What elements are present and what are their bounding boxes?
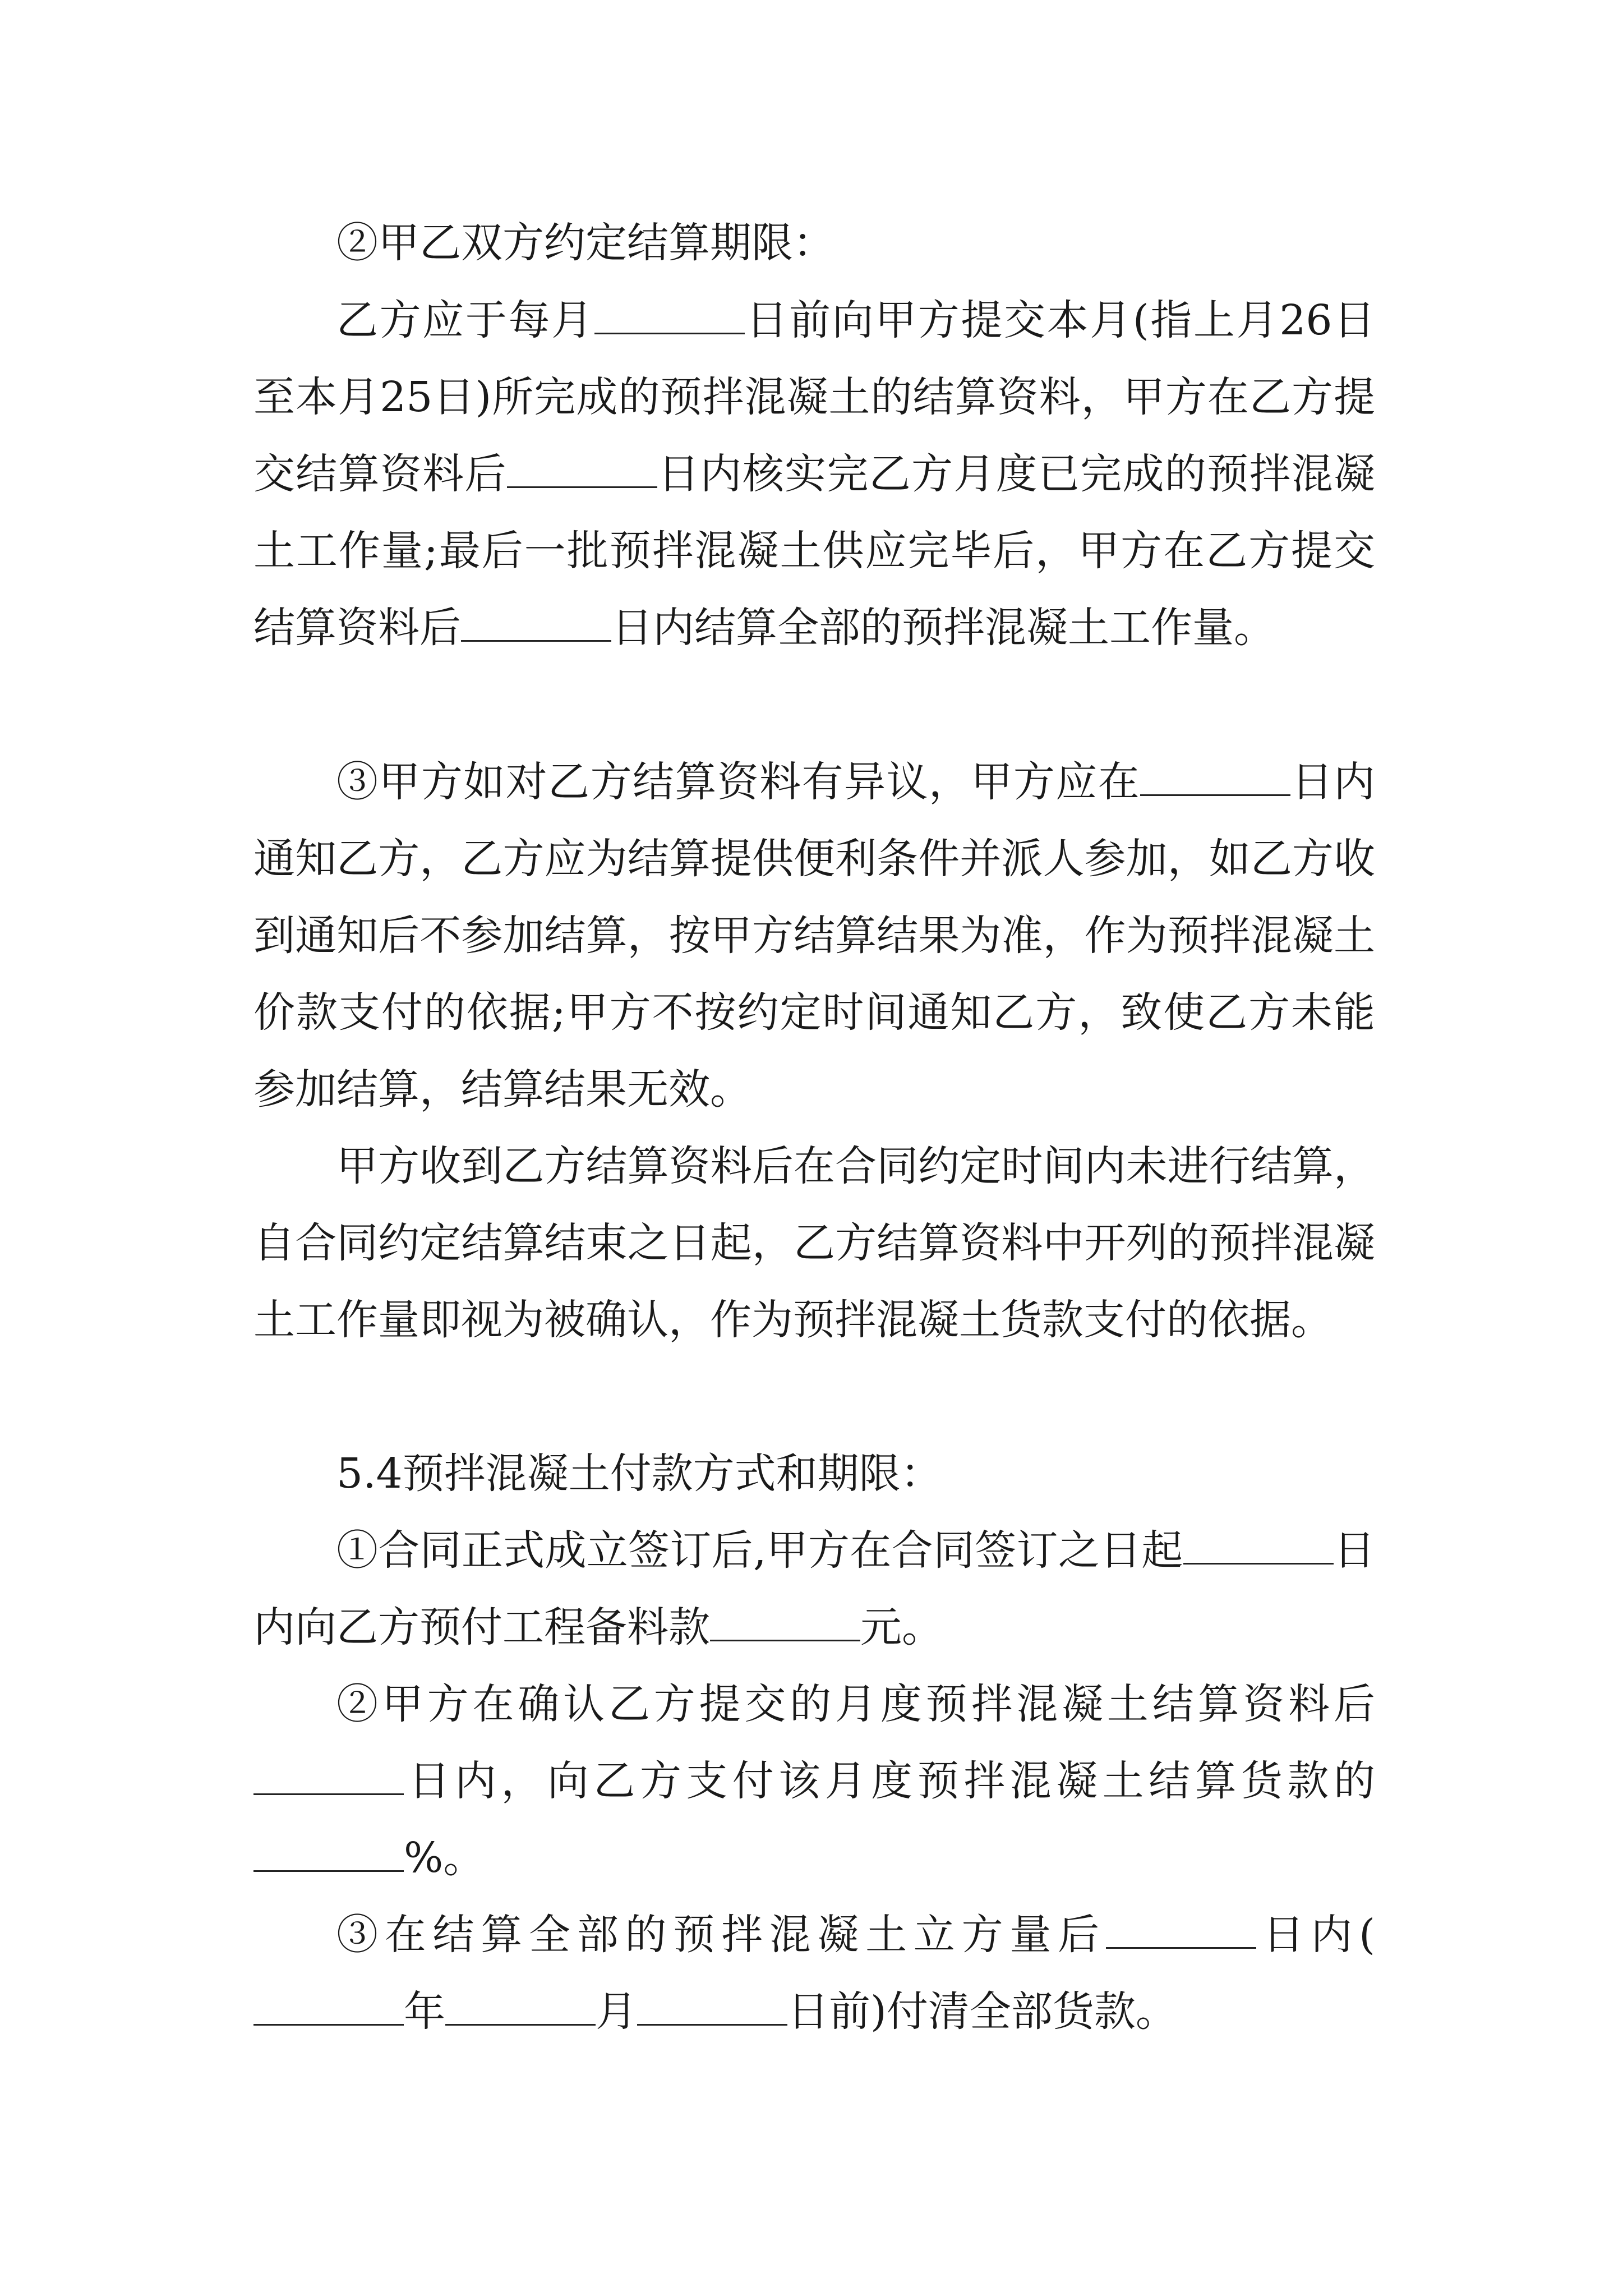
paragraph-settlement-objection (253, 744, 1375, 1128)
fill-in-blank[interactable] (1106, 1910, 1256, 1949)
fill-in-blank[interactable] (461, 602, 611, 642)
paragraph-final-payment (253, 1897, 1375, 2050)
fill-in-blank[interactable] (253, 1833, 404, 1872)
paragraph-settlement-submission (253, 282, 1375, 666)
fill-in-blank[interactable] (445, 1986, 596, 2026)
text-segment: ①合同正式成立签订后,甲方在合同签订之日起 (336, 1526, 1183, 1575)
text-segment: 甲方收到乙方结算资料后在合同约定时间内未进行结算，自合同约定结算结束之日起，乙方结算资料中开列的预拌混凝土工作量即视为被确认，作为预拌混凝土货款支付的依据。 (253, 1142, 1375, 1344)
text-segment: 月 (596, 1987, 637, 2036)
text-segment: %。 (404, 1834, 485, 1882)
fill-in-blank[interactable] (710, 1602, 860, 1641)
text-segment: 日内通知乙方，乙方应为结算提供便利条件并派人参加，如乙方收到通知后不参加结算，按甲方结算结果为准，作为预拌混凝土价款支付的依据;甲方不按约定时间通知乙方，致使乙方未能参加结算，结算结果无效。 (253, 758, 1375, 1114)
fill-in-blank[interactable] (637, 1986, 787, 2026)
text-segment: ②甲方在确认乙方提交的月度预拌混凝土结算资料后 (336, 1680, 1375, 1728)
fill-in-blank[interactable] (1140, 757, 1290, 796)
fill-in-blank[interactable] (1183, 1525, 1334, 1565)
fill-in-blank[interactable] (507, 449, 657, 488)
fill-in-blank[interactable] (253, 1756, 404, 1795)
text-segment: 5.4预拌混凝土付款方式和期限： (336, 1450, 942, 1498)
section-heading-payment (253, 1435, 1375, 1512)
text-segment: ②甲乙双方约定结算期限： (336, 219, 834, 267)
text-segment: 日内核实完乙方月度已完成的预拌混凝土工作量;最后一批预拌混凝土供应完毕后，甲方在乙方提交结算资料后 (253, 450, 1375, 652)
text-segment: 元。 (860, 1603, 943, 1651)
paragraph-settlement-period (253, 205, 1375, 282)
text-segment: 日内向乙方预付工程备料款 (253, 1526, 1375, 1651)
text-segment: 日前)付清全部货款。 (787, 1987, 1177, 2036)
text-segment: 日内，向乙方支付该月度预拌混凝土结算货款的 (404, 1757, 1375, 1805)
text-segment: ③甲方如对乙方结算资料有异议，甲方应在 (336, 758, 1141, 806)
text-segment: 乙方应于每月 (336, 296, 594, 344)
text-segment: ③在结算全部的预拌混凝土立方量后 (336, 1911, 1106, 1959)
text-segment: 日内( (1256, 1911, 1376, 1959)
paragraph-settlement-confirmation (253, 1128, 1375, 1359)
paragraph-monthly-payment (253, 1666, 1375, 1897)
text-segment: 日内结算全部的预拌混凝土工作量。 (611, 604, 1275, 652)
text-segment: 日前向甲方提交本月(指上月26日至本月25日)所完成的预拌混凝土的结算资料，甲方在乙方提交结算资料后 (253, 296, 1376, 498)
fill-in-blank[interactable] (253, 1986, 404, 2026)
text-segment: 年 (404, 1987, 445, 2036)
paragraph-advance-payment (253, 1512, 1375, 1666)
fill-in-blank[interactable] (594, 295, 745, 334)
